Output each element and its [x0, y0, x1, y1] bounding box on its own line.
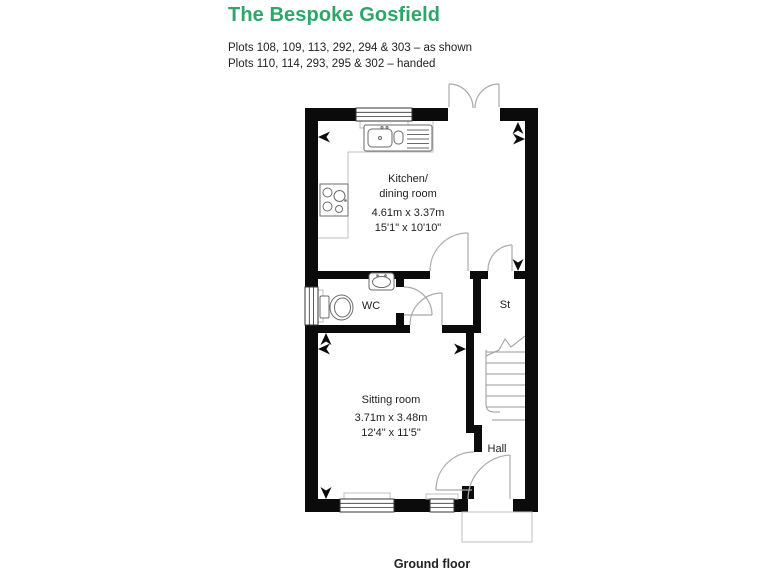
window-hall-small [426, 494, 458, 512]
sitting-size-imperial: 12'4" x 11'5" [361, 427, 421, 439]
dim-arrow-sitting-left [318, 344, 330, 355]
sitting-size-metric: 3.71m x 3.48m [354, 412, 428, 424]
dim-arrow-kitchen-up [513, 122, 524, 134]
kitchen-size-metric: 4.61m x 3.37m [371, 207, 445, 219]
dim-arrow-kitchen-left [318, 132, 330, 143]
french-doors-kitchen [449, 84, 499, 108]
wall-wc-right-top [396, 279, 404, 287]
wall-wc-right-bottom [396, 313, 404, 325]
stair-direction-line [486, 336, 525, 356]
wall-left-upper [305, 108, 318, 287]
wall-bottom-mid2 [454, 499, 468, 512]
wall-sitting-right-lower [474, 433, 482, 452]
floor-caption: Ground floor [393, 557, 471, 571]
kitchen-sink [364, 125, 432, 151]
plots-as-shown: Plots 108, 109, 113, 292, 294 & 303 – as shown [228, 42, 473, 54]
hall-label: Hall [487, 443, 507, 455]
wall-storage-divider [473, 279, 481, 333]
stairs [486, 336, 525, 420]
wall-sitting-divider-left [318, 325, 410, 333]
wall-right [525, 108, 538, 512]
basin-icon [369, 273, 394, 290]
door-sitting-inner [410, 293, 442, 325]
stair-handrail [486, 350, 500, 412]
dim-arrow-kitchen-right [513, 134, 525, 145]
wc-label: WC [361, 300, 381, 312]
kitchen-size-imperial: 15'1" x 10'10" [374, 222, 442, 234]
kitchen-label-line2: dining room [379, 188, 437, 200]
dim-arrow-kitchen-down [513, 259, 524, 271]
wc-fixtures [320, 273, 394, 320]
toilet-icon [320, 295, 353, 320]
plots-handed: Plots 110, 114, 293, 295 & 302 – handed [228, 58, 436, 70]
wall-bottom-mid1 [394, 499, 430, 512]
door-wc [404, 287, 432, 315]
wall-kitchen-divider-mid [470, 271, 488, 279]
wall-sitting-divider-right [442, 325, 474, 333]
door-sitting-hall [436, 452, 474, 490]
window-sitting-large [340, 493, 394, 512]
door-kitchen [430, 233, 468, 271]
wall-sitting-right-jog [466, 425, 482, 433]
sitting-room-label: Sitting room [361, 394, 421, 406]
front-door [468, 455, 510, 499]
wall-top-mid [412, 108, 448, 121]
wall-kitchen-divider-right [514, 271, 525, 279]
wall-sitting-right-upper [466, 333, 474, 425]
kitchen-label-line1: Kitchen/ [388, 173, 428, 185]
wall-bottom-left [305, 499, 340, 512]
wall-bottom-right [513, 499, 538, 512]
page-title: The Bespoke Gosfield [228, 4, 441, 26]
dim-arrow-sitting-down [321, 487, 332, 499]
storage-label: St [499, 299, 511, 311]
dim-arrow-sitting-right [454, 344, 466, 355]
hob-icon [320, 184, 348, 216]
porch-outline [462, 512, 532, 542]
wall-left-lower [305, 325, 318, 512]
door-storage [488, 245, 512, 271]
dim-arrow-sitting-up [321, 333, 332, 345]
